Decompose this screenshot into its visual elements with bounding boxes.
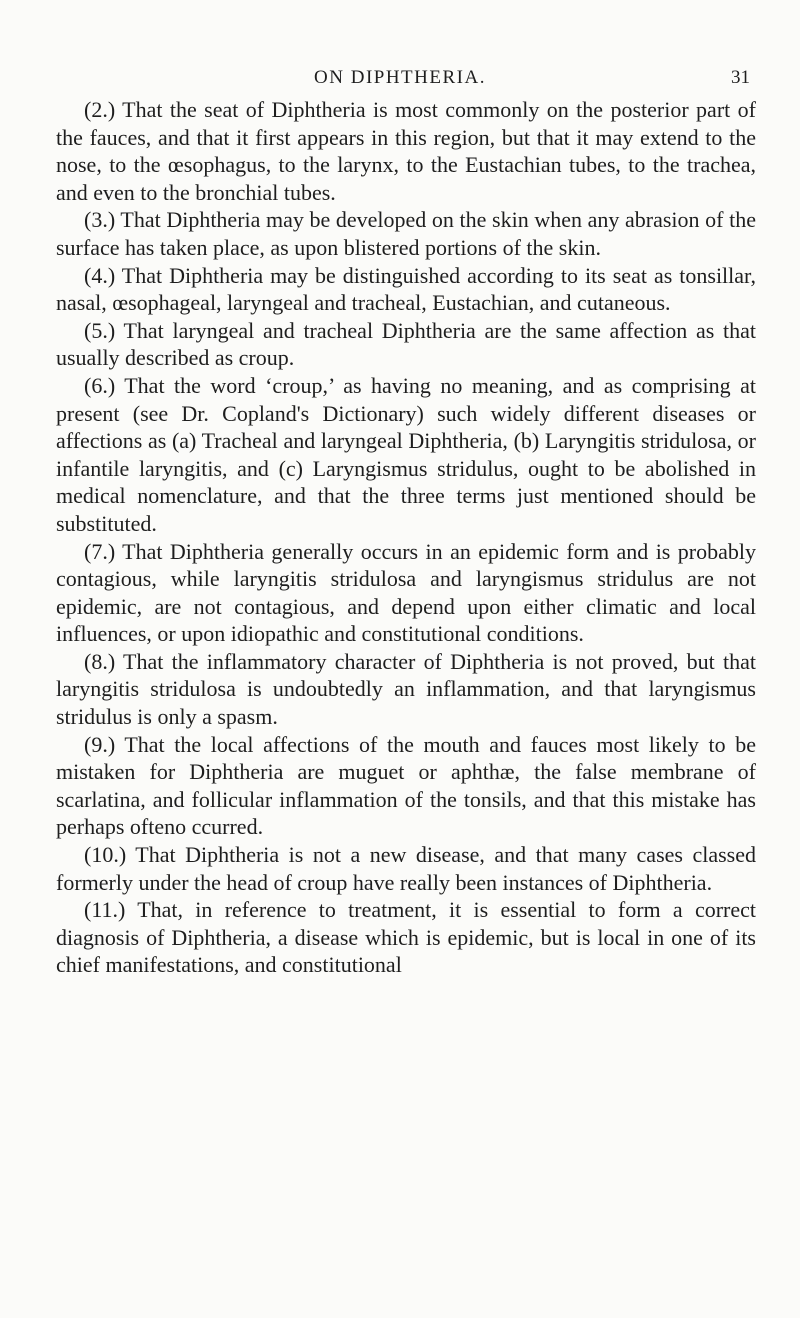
paragraph-7: (7.) That Diphtheria generally occurs in an epidemic form and is probably contagious, while laryngitis stridulosa and laryngismus stridulus are not epidemic, are not contagious, and depend upon either climatic and local influences, or upon idiopathic and constitutional conditions. xyxy=(56,538,756,647)
paragraph-10: (10.) That Diphtheria is not a new disease, and that many cases classed formerly under the head of croup have really been instances of Diphtheria. xyxy=(56,842,756,895)
paragraph-9: (9.) That the local affections of the mouth and fauces most likely to be mistaken for Diphtheria are muguet or aphthæ, the false membrane of scarlatina, and follicular inflammation of the tonsils, and that this mistake has perhaps ofteno ccurred. xyxy=(56,731,756,840)
running-title: ON DIPHTHERIA. xyxy=(314,67,486,88)
paragraph-6: (6.) That the word ‘croup,’ as having no meaning, and as comprising at present (see Dr. Copland's Dictionary) such widely different diseases or affections as (a) Tracheal and laryngeal Diphtheria, (b) Laryngitis stridulosa, or infantile laryngitis, and (c) Laryngismus stridulus, ought to be abolished in medical nomenclature, and that the three terms just mentioned should be substituted. xyxy=(56,372,756,536)
paragraph-4: (4.) That Diphtheria may be distinguished according to its seat as tonsillar, nasal, œsophageal, laryngeal and tracheal, Eustachian, and cutaneous. xyxy=(56,262,756,316)
running-head xyxy=(0,64,800,92)
paragraph-5: (5.) That laryngeal and tracheal Diphtheria are the same affection as that usually described as croup. xyxy=(56,317,756,371)
body-text xyxy=(56,96,756,979)
paragraph-8: (8.) That the inflammatory character of Diphtheria is not proved, but that laryngitis stridulosa is undoubtedly an inflammation, and that laryngismus stridulus is only a spasm. xyxy=(56,648,756,730)
paragraph-11: (11.) That, in reference to treatment, it is essential to form a correct diagnosis of Diphtheria, a disease which is epidemic, but is local in one of its chief manifestations, and constitutional xyxy=(56,897,756,978)
page-number: 31 xyxy=(731,67,750,88)
paragraph-3: (3.) That Diphtheria may be developed on the skin when any abrasion of the surface has taken place, as upon blistered portions of the skin. xyxy=(56,207,756,260)
paragraph-2: (2.) That the seat of Diphtheria is most commonly on the posterior part of the fauces, and that it first appears in this region, but that it may extend to the nose, to the œsophagus, to the larynx, to the Eustachian tubes, to the trachea, and even to the bronchial tubes. xyxy=(56,97,756,205)
